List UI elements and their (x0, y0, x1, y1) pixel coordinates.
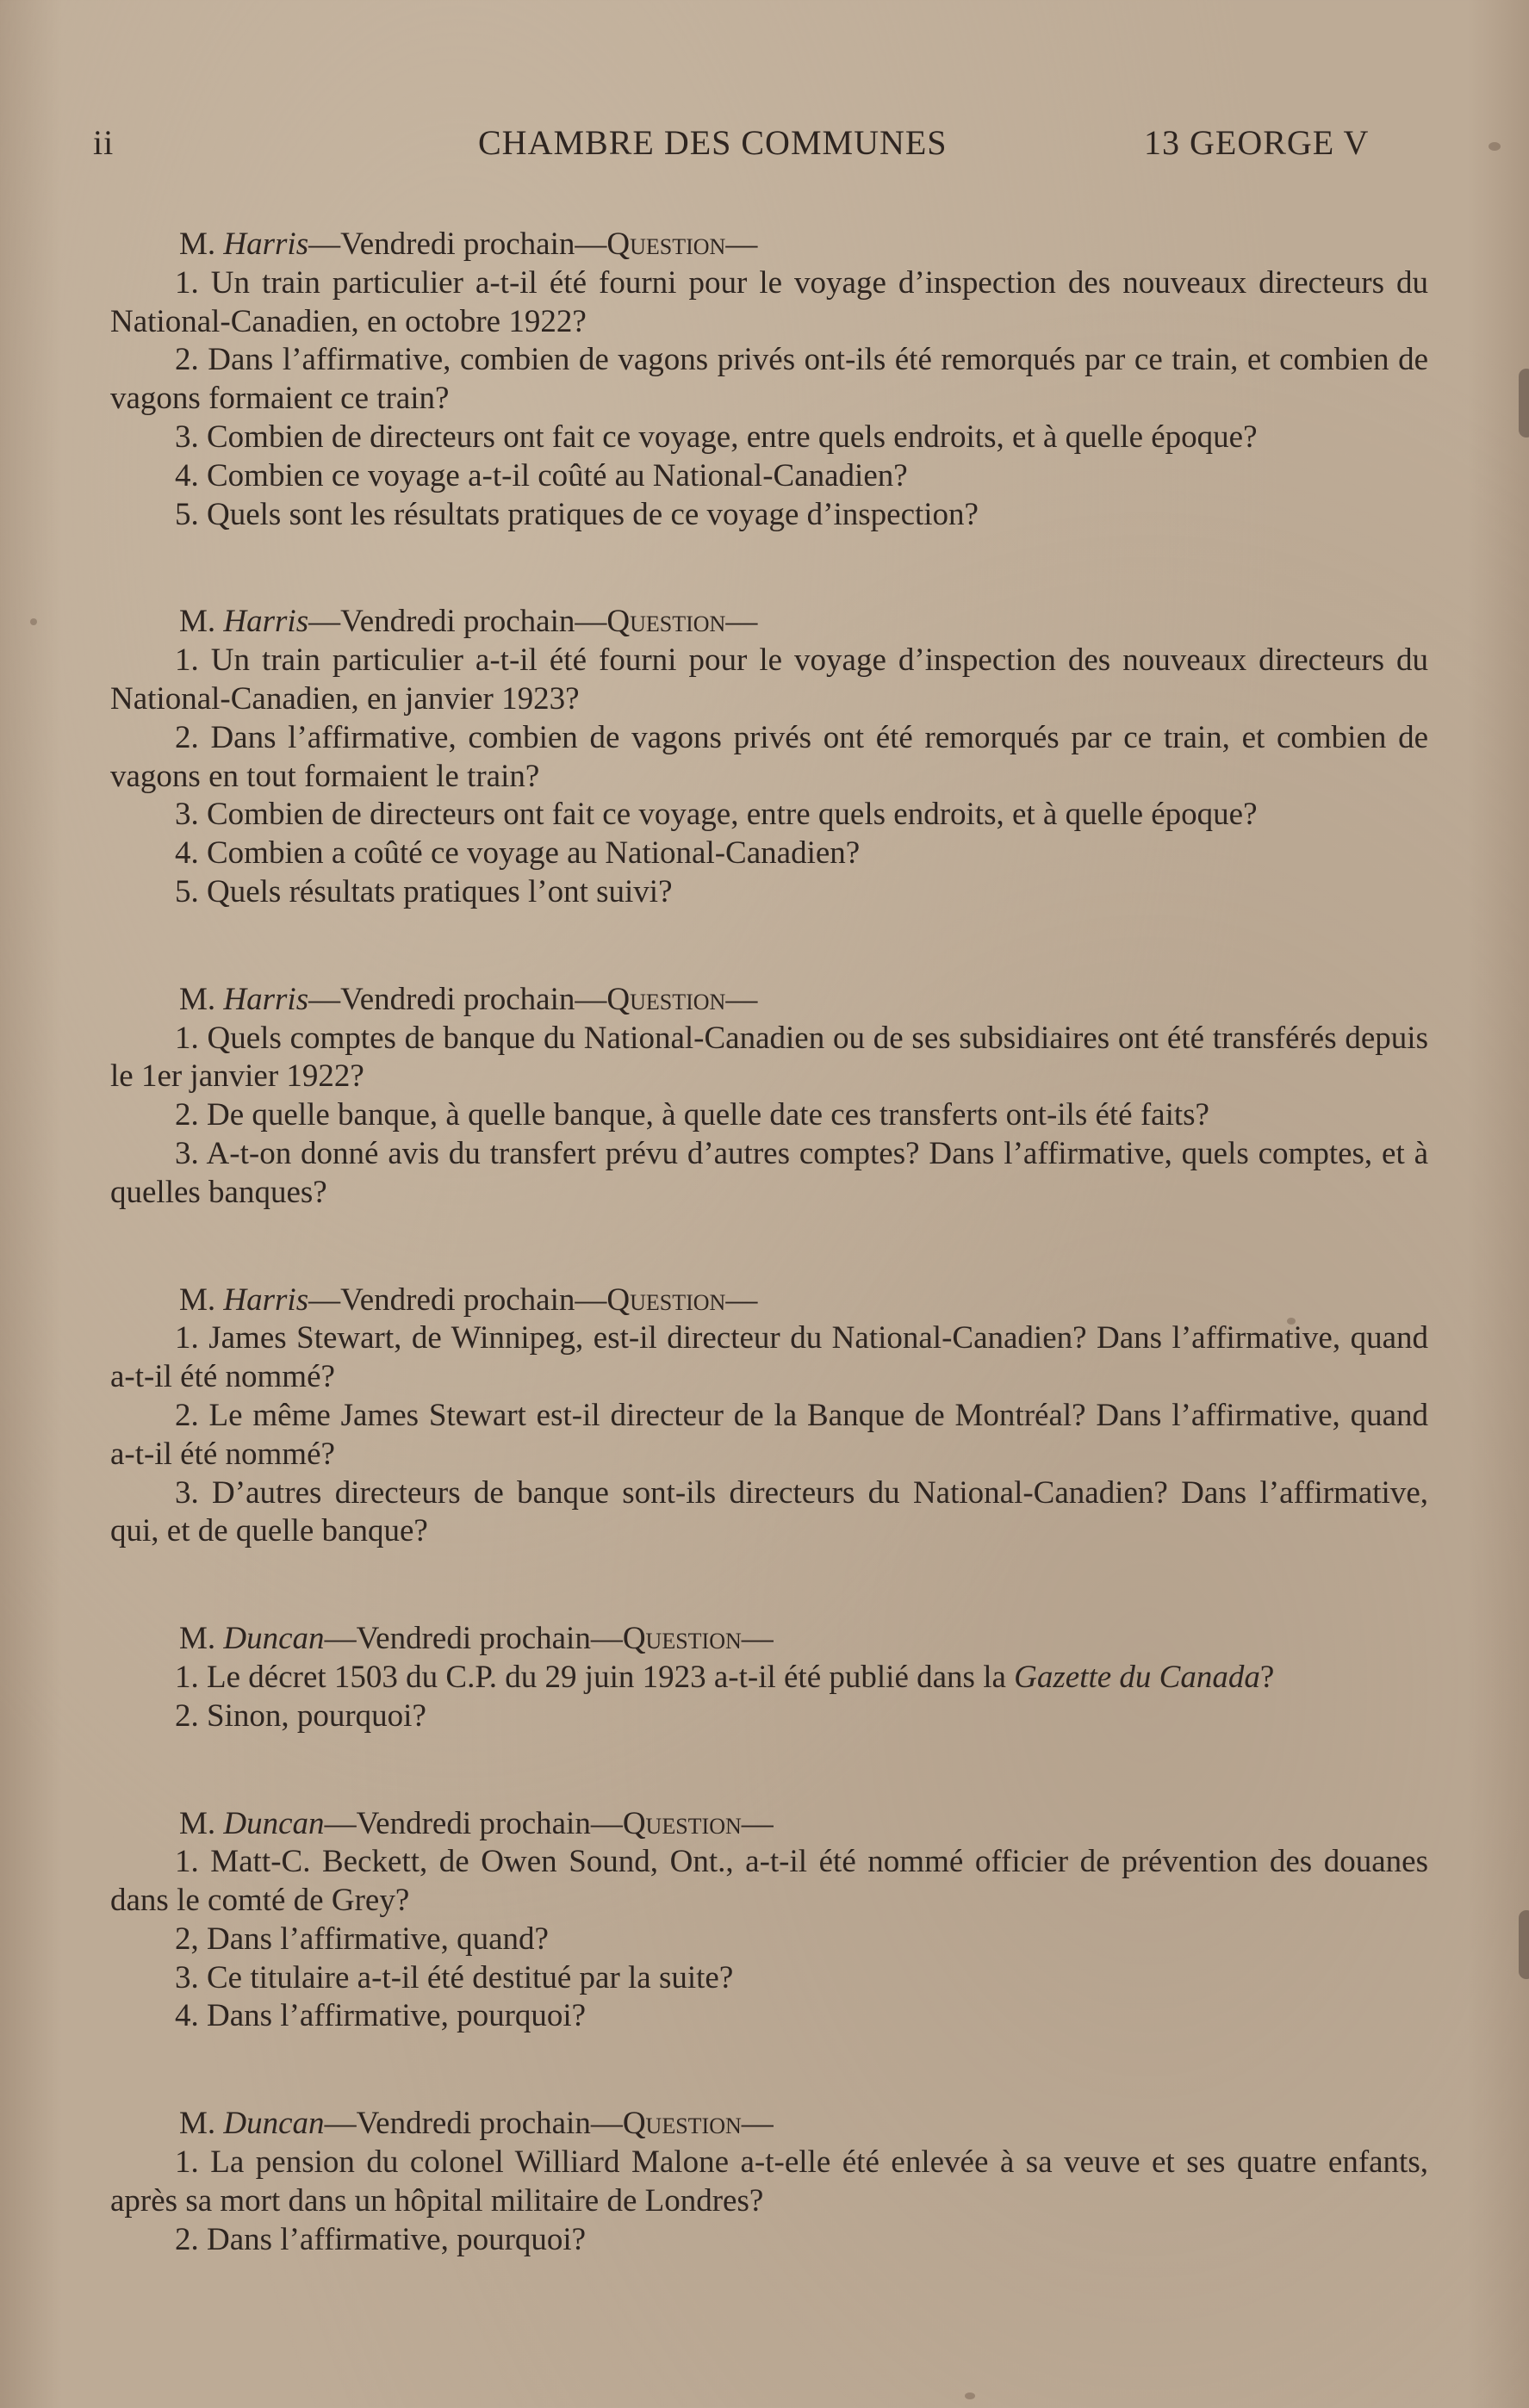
member-name: Duncan (223, 2106, 325, 2142)
question-item: 5. Quels résultats pratiques l’ont suivi? (175, 873, 673, 909)
publication-title: Gazette du Canada (1014, 1659, 1260, 1695)
question-heading: M. Duncan—Vendredi prochain—Question— (179, 1621, 774, 1657)
question-block (110, 2105, 1428, 2259)
question-heading: M. Harris—Vendredi prochain—Question— (179, 1282, 758, 1318)
question-heading: M. Duncan—Vendredi prochain—Question— (179, 1805, 774, 1841)
question-item: 4. Combien a coûté ce voyage au National-Canadien? (175, 835, 861, 872)
question-item: 1. James Stewart, de Winnipeg, est-il directeur du National-Canadien? Dans l’affirmative, quand a-t-il été nommé? (110, 1320, 1428, 1395)
member-name: Duncan (223, 1805, 325, 1841)
question-item: 2. Sinon, pourquoi? (175, 1697, 426, 1734)
question-block (110, 1282, 1428, 1552)
member-name: Harris (223, 1282, 309, 1318)
header-title: CHAMBRE DES COMMUNES (478, 123, 948, 162)
question-item: 2. Dans l’affirmative, combien de vagons privés ont été remorqués par ce train, et combien de vagons en tout formaient le train? (110, 719, 1428, 794)
questions-list (110, 226, 1428, 2328)
binding-hole (1519, 1910, 1529, 1979)
question-heading: M. Harris—Vendredi prochain—Question— (179, 227, 758, 262)
question-item: 1. Un train particulier a-t-il été fourni pour le voyage d’inspection des nouveaux directeurs du National-Canadien, en janvier 1923? (110, 642, 1428, 717)
question-item: 2. De quelle banque, à quelle banque, à quelle date ces transferts ont-ils été faits? (175, 1097, 1209, 1133)
member-name: Harris (223, 604, 309, 640)
member-name: Harris (223, 227, 309, 262)
question-item: 2. Dans l’affirmative, combien de vagons privés ont-ils été remorqués par ce train, et combien de vagons formaient ce train? (110, 342, 1428, 417)
binding-hole (1519, 369, 1529, 438)
question-block (110, 1620, 1428, 1735)
question-block (110, 226, 1428, 534)
question-item: 2. Le même James Stewart est-il directeur de la Banque de Montréal? Dans l’affirmative, quand a-t-il été nommé? (110, 1397, 1428, 1472)
paper-spot (1489, 142, 1501, 151)
question-item: 3. Combien de directeurs ont fait ce voyage, entre quels endroits, et à quelle époque? (175, 797, 1258, 833)
question-item: 3. A-t-on donné avis du transfert prévu d’autres comptes? Dans l’affirmative, quels comptes, et à quelles banques? (110, 1135, 1428, 1210)
question-item: 1. Le décret 1503 du C.P. du 29 juin 1923 a-t-il été publié dans la Gazette du Canada? (175, 1659, 1275, 1695)
question-item: 4. Combien ce voyage a-t-il coûté au National-Canadien? (175, 457, 908, 493)
question-item: 3. D’autres directeurs de banque sont-ils directeurs du National-Canadien? Dans l’affirmative, qui, et de quelle banque? (110, 1474, 1428, 1549)
question-item: 3. Ce titulaire a-t-il été destitué par la suite? (175, 1959, 734, 1995)
paper-spot (1287, 1318, 1296, 1325)
paper-spot (965, 2392, 975, 2399)
running-header (0, 122, 1529, 174)
paper-spot (30, 618, 37, 625)
question-heading: M. Duncan—Vendredi prochain—Question— (179, 2106, 774, 2142)
header-session: 13 GEORGE V (1144, 123, 1370, 162)
question-item: 1. Matt-C. Beckett, de Owen Sound, Ont., a-t-il été nommé officier de prévention des douanes dans le comté de Grey? (110, 1844, 1428, 1919)
member-name: Duncan (223, 1621, 325, 1657)
question-block (110, 981, 1428, 1213)
question-item: 4. Dans l’affirmative, pourquoi? (175, 1998, 587, 2034)
question-block (110, 603, 1428, 911)
question-item: 2, Dans l’affirmative, quand? (175, 1921, 549, 1957)
question-item: 3. Combien de directeurs ont fait ce voyage, entre quels endroits, et à quelle époque? (175, 419, 1258, 455)
question-heading: M. Harris—Vendredi prochain—Question— (179, 981, 758, 1017)
page-folio: ii (93, 123, 115, 162)
question-item: 2. Dans l’affirmative, pourquoi? (175, 2221, 587, 2257)
question-item: 1. Un train particulier a-t-il été fourni pour le voyage d’inspection des nouveaux directeurs du National-Canadien, en octobre 1922? (110, 264, 1428, 339)
question-item: 1. Quels comptes de banque du National-Canadien ou de ses subsidiaires ont été transférés depuis le 1er janvier 1922? (110, 1020, 1428, 1095)
question-block (110, 1805, 1428, 2037)
question-item: 1. La pension du colonel Williard Malone a-t-elle été enlevée à sa veuve et ses quatre enfants, après sa mort dans un hôpital militaire de Londres? (110, 2144, 1428, 2219)
question-item: 5. Quels sont les résultats pratiques de ce voyage d’inspection? (175, 496, 979, 532)
member-name: Harris (223, 981, 309, 1017)
question-heading: M. Harris—Vendredi prochain—Question— (179, 604, 758, 640)
